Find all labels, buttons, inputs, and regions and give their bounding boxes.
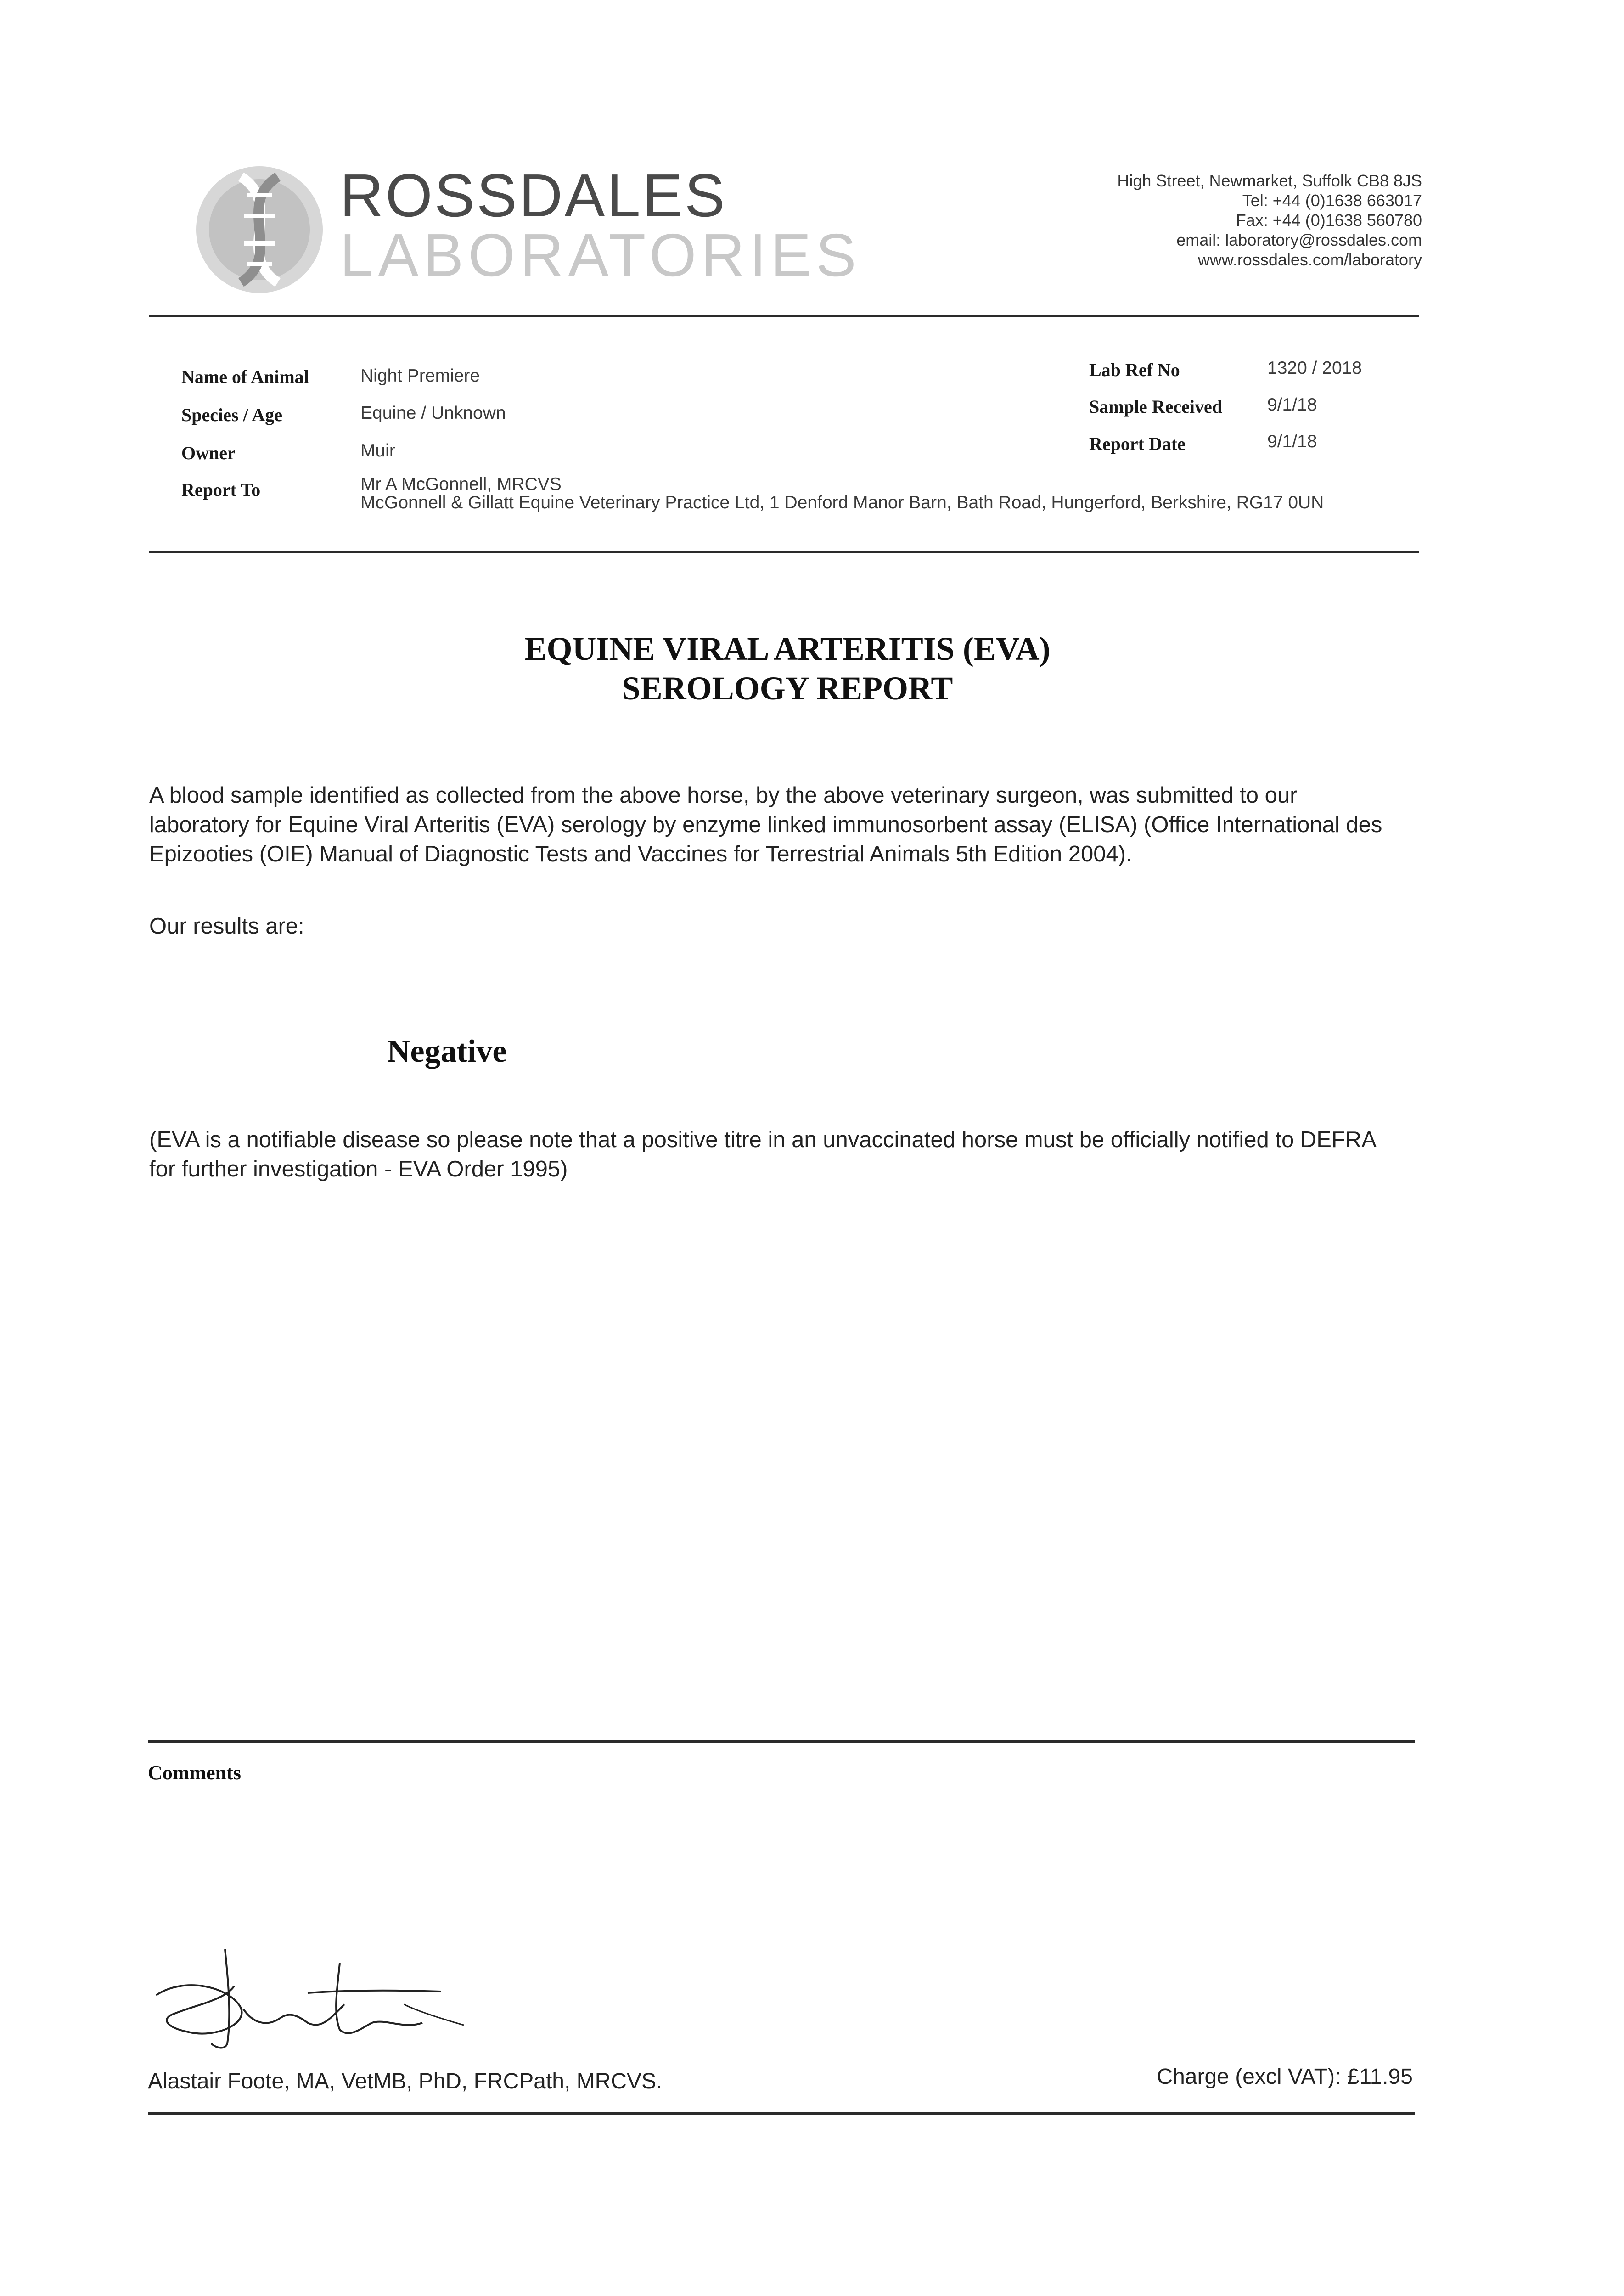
report-date-label: Report Date xyxy=(1089,433,1186,454)
signatory-name: Alastair Foote, MA, VetMB, PhD, FRCPath, MRCVS. xyxy=(148,2069,663,2093)
header-divider xyxy=(149,315,1419,317)
animal-name-label: Name of Animal xyxy=(181,366,309,387)
sample-received-value: 9/1/18 xyxy=(1267,395,1317,415)
website: www.rossdales.com/laboratory xyxy=(1197,250,1422,269)
lab-ref-value: 1320 / 2018 xyxy=(1267,358,1362,378)
owner-value: Muir xyxy=(360,441,395,461)
owner-label: Owner xyxy=(181,443,236,463)
brand-name-line1: ROSSDALES xyxy=(340,162,727,229)
comments-label: Comments xyxy=(148,1761,241,1784)
address: High Street, Newmarket, Suffolk CB8 8JS xyxy=(1117,171,1422,190)
sample-received-label: Sample Received xyxy=(1089,396,1222,417)
report-title-line2: SEROLOGY REPORT xyxy=(622,670,953,707)
footer-divider xyxy=(148,2112,1415,2115)
signature-image xyxy=(147,1936,478,2055)
species-age-label: Species / Age xyxy=(181,405,282,425)
charge-amount: Charge (excl VAT): £11.95 xyxy=(1157,2065,1413,2089)
fax: Fax: +44 (0)1638 560780 xyxy=(1236,211,1422,230)
report-title-line1: EQUINE VIRAL ARTERITIS (EVA) xyxy=(524,630,1051,667)
report-title xyxy=(0,629,1575,709)
results-intro: Our results are: xyxy=(149,914,304,939)
contact-block xyxy=(1117,171,1422,270)
dna-helix-icon xyxy=(193,163,326,296)
test-result: Negative xyxy=(387,1034,507,1069)
notifiable-disease-note: (EVA is a notifiable disease so please note that a positive titre in an unvaccinated horse must be officially notified to DEFRA for further investigation - EVA Order 1995) xyxy=(149,1127,1376,1182)
telephone: Tel: +44 (0)1638 663017 xyxy=(1242,191,1422,210)
report-to-label: Report To xyxy=(181,479,261,500)
details-divider xyxy=(149,551,1419,553)
animal-name-value: Night Premiere xyxy=(360,366,480,386)
report-date-value: 9/1/18 xyxy=(1267,432,1317,451)
comments-divider xyxy=(148,1740,1415,1743)
email: email: laboratory@rossdales.com xyxy=(1176,231,1422,249)
lab-ref-label: Lab Ref No xyxy=(1089,360,1180,380)
brand-name-line2: LABORATORIES xyxy=(340,221,861,289)
report-intro: A blood sample identified as collected from the above horse, by the above veterinary surgeon, was submitted to our laboratory for Equine Viral Arteritis (EVA) serology by enzyme linked immunosorbent assay (ELISA) (Office International des Epizooties (OIE) Manual of Diagnostic Tests and Vaccines for Terrestrial Animals 5th Edition 2004). xyxy=(149,783,1382,867)
species-age-value: Equine / Unknown xyxy=(360,403,506,423)
report-to-address: McGonnell & Gillatt Equine Veterinary Practice Ltd, 1 Denford Manor Barn, Bath Road, Hungerford, Berkshire, RG17 0UN xyxy=(360,493,1324,512)
report-to-name: Mr A McGonnell, MRCVS xyxy=(360,474,562,494)
